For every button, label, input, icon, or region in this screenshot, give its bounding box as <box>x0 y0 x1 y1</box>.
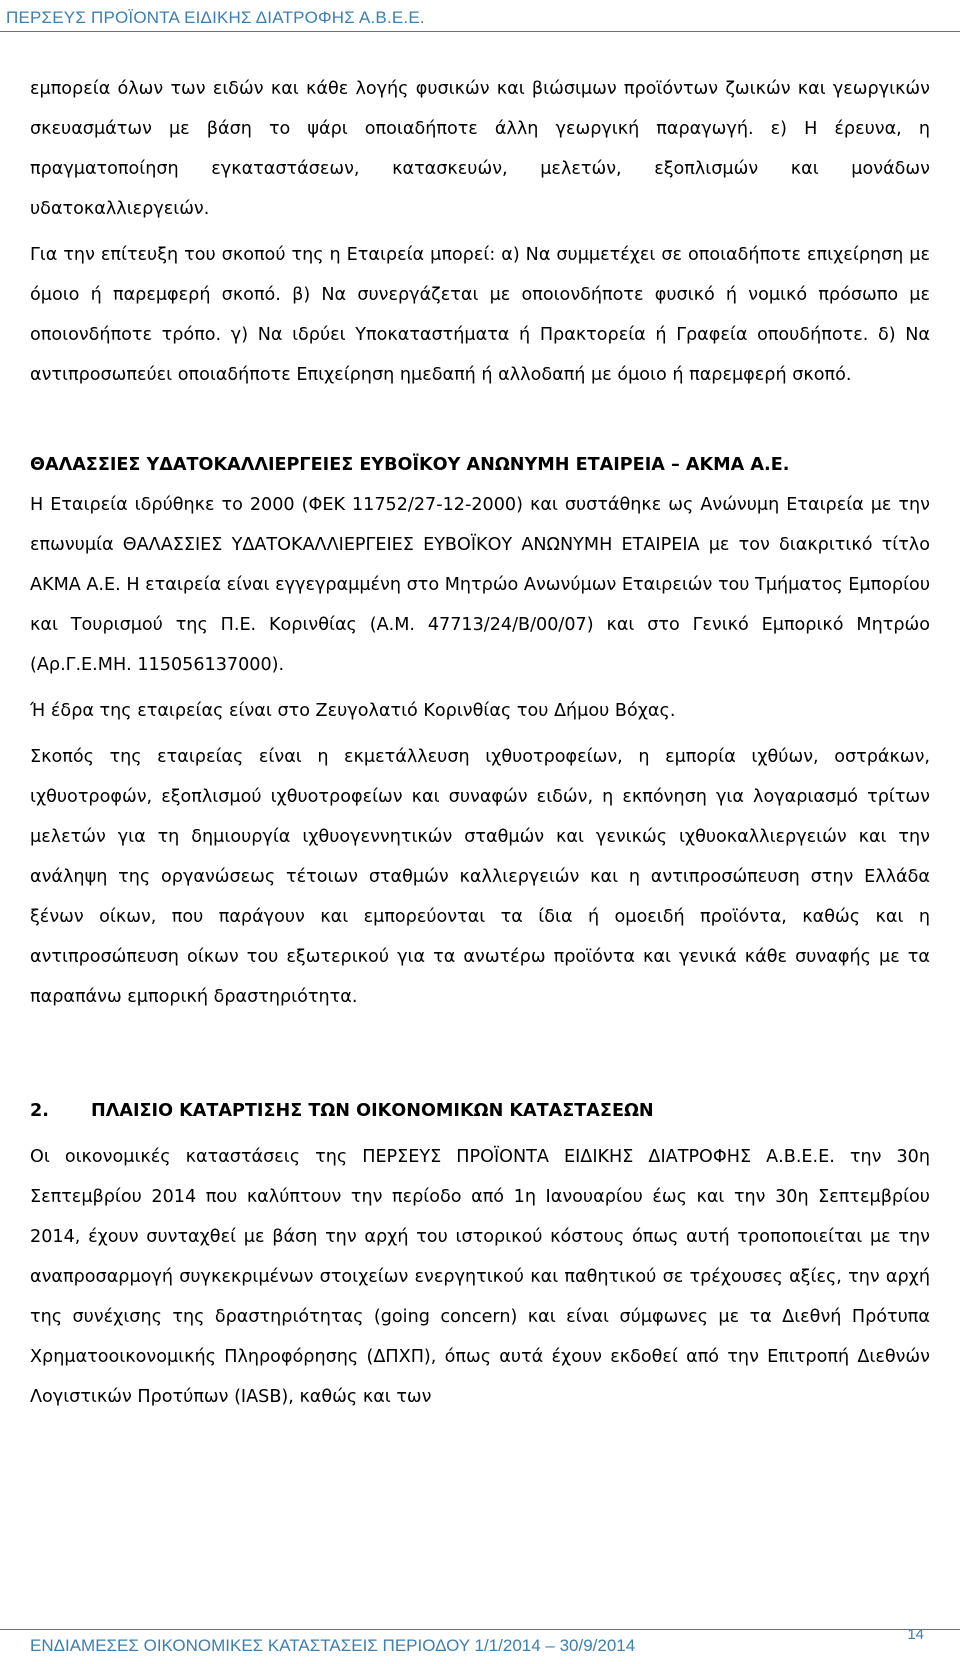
paragraph-company-seat: Ή έδρα της εταιρείας είναι στο Ζευγολατιό Κορινθίας του Δήμου Βόχας. <box>30 701 676 721</box>
company-heading: ΘΑΛΑΣΣΙΕΣ ΥΔΑΤΟΚΑΛΛΙΕΡΓΕΙΕΣ ΕΥΒΟΪΚΟΥ ΑΝΩΝΥΜΗ ΕΤΑΙΡΕΙΑ – ΑΚΜΑ Α.Ε. <box>30 455 790 475</box>
section-number: 2. <box>30 1101 49 1121</box>
paragraph-preparation-framework: Οι οικονομικές καταστάσεις της ΠΕΡΣΕΥΣ ΠΡΟΪΟΝΤΑ ΕΙΔΙΚΗΣ ΔΙΑΤΡΟΦΗΣ Α.Β.Ε.Ε. την 30η Σεπτεμβρίου 2014 που καλύπτουν την περίοδο από 1η Ιανουαρίου έως και την 30η Σεπτεμβρίου 2014, έχουν συνταχθεί με βάση την αρχή του ιστορικού κόστους όπως αυτή τροποποιείται με την αναπροσαρμογή συγκεκριμένων στοιχείων ενεργητικού και παθητικού σε τρέχουσες αξίες, την αρχή της συνέχισης της δραστηριότητας (going concern) και είναι σύμφωνες με τα Διεθνή Πρότυπα Χρηματοοικονομικής Πληροφόρησης (ΔΠΧΠ), όπως αυτά έχουν εκδοθεί από την Επιτροπή Διεθνών Λογιστικών Προτύπων (IASB), καθώς και των <box>30 1147 930 1407</box>
paragraph-company-purpose: Σκοπός της εταιρείας είναι η εκμετάλλευση ιχθυοτροφείων, η εμπορία ιχθύων, οστράκων, ιχθυοτροφών, εξοπλισμού ιχθυοτροφείων και συναφών ειδών, η εκπόνηση για λογαριασμό τρίτων μελετών για τη δημιουργία ιχθυογεννητικών σταθμών και γενικώς ιχθυοκαλλιεργειών και την ανάληψη της οργανώσεως τέτοιων σταθμών καλλιεργειών και η αντιπροσώπευση στην Ελλάδα ξένων οίκων, που παράγουν και εμπορεύονται τα ίδια ή ομοειδή προϊόντα, καθώς και η αντιπροσώπευση οίκων του εξωτερικού για τα ανωτέρω προϊόντα και γενικά κάθε συναφής με τα παραπάνω εμπορική δραστηριότητα. <box>30 747 930 1007</box>
paragraph-company-means: Για την επίτευξη του σκοπού της η Εταιρεία μπορεί: α) Να συμμετέχει σε οποιαδήποτε επιχείρηση με όμοιο ή παρεμφερή σκοπό. β) Να συνεργάζεται με οποιονδήποτε φυσικό ή νομικό πρόσωπο με οποιονδήποτε τρόπο. γ) Να ιδρύει Υποκαταστήματα ή Πρακτορεία ή Γραφεία οπουδήποτε. δ) Να αντιπροσωπεύει οποιαδήποτε Επιχείρηση ημεδαπή ή αλλοδαπή με όμοιο ή παρεμφερή σκοπό. <box>30 245 930 385</box>
page-footer-title: ΕΝΔΙΑΜΕΣΕΣ ΟΙΚΟΝΟΜΙΚΕΣ ΚΑΤΑΣΤΑΣΕΙΣ ΠΕΡΙΟΔΟΥ 1/1/2014 – 30/9/2014 <box>30 1636 636 1655</box>
header-divider <box>0 31 960 32</box>
page-number: 14 <box>907 1626 924 1643</box>
section-title: ΠΛΑΙΣΙΟ ΚΑΤΑΡΤΙΣΗΣ ΤΩΝ ΟΙΚΟΝΟΜΙΚΩΝ ΚΑΤΑΣΤΑΣΕΩΝ <box>91 1101 654 1121</box>
document-body <box>30 69 930 1417</box>
footer-divider <box>0 1629 960 1630</box>
section-heading <box>30 1091 930 1131</box>
paragraph-company-founded: Η Εταιρεία ιδρύθηκε το 2000 (ΦΕΚ 11752/27-12-2000) και συστάθηκε ως Ανώνυμη Εταιρεία με την επωνυμία ΘΑΛΑΣΣΙΕΣ ΥΔΑΤΟΚΑΛΛΙΕΡΓΕΙΕΣ ΕΥΒΟΪΚΟΥ ΑΝΩΝΥΜΗ ΕΤΑΙΡΕΙΑ με τον διακριτικό τίτλο ΑΚΜΑ Α.Ε. Η εταιρεία είναι εγγεγραμμένη στο Μητρώο Ανωνύμων Εταιρειών του Τμήματος Εμπορίου και Τουρισμού της Π.Ε. Κορινθίας (Α.Μ. 47713/24/Β/00/07) και στο Γενικό Εμπορικό Μητρώο (Αρ.Γ.Ε.ΜΗ. 115056137000). <box>30 495 930 675</box>
page-header-title: ΠΕΡΣΕΥΣ ΠΡΟΪΟΝΤΑ ΕΙΔΙΚΗΣ ΔΙΑΤΡΟΦΗΣ Α.Β.Ε.Ε. <box>6 8 425 27</box>
paragraph-objects-continued: εμπορεία όλων των ειδών και κάθε λογής φυσικών και βιώσιμων προϊόντων ζωικών και γεωργικών σκευασμάτων με βάση το ψάρι οποιαδήποτε άλλη γεωργική παραγωγή. ε) Η έρευνα, η πραγματοποίηση εγκαταστάσεων, κατασκευών, μελετών, εξοπλισμών και μονάδων υδατοκαλλιεργειών. <box>30 79 930 219</box>
